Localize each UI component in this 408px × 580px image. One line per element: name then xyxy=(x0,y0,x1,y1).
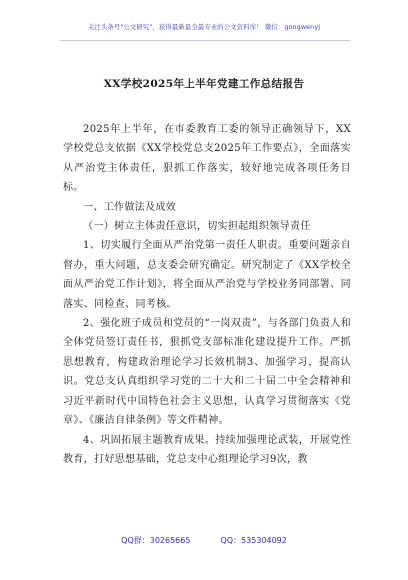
document-title: XX学校2025年上半年党建工作总结报告 xyxy=(103,78,305,90)
paragraph-intro: 2025年上半年，在市委教育工委的领导正确领导下，XX学校党总支依据《XX学校党总支2025年工作要点》，全面落实从严治党主体责任，狠抓工作落实，较好地完成各项任务目标。 xyxy=(63,124,351,194)
header-banner: 关注头条号"公文研究"，获得最新最全最专业的公文资料库！ 微信：gongwenyj xyxy=(87,23,321,31)
header-divider xyxy=(60,40,350,41)
section-heading-1: 一、工作做法及成效 xyxy=(83,201,177,213)
subsection-heading-1: （一）树立主体责任意识，切实担起组织领导责任 xyxy=(83,221,311,233)
footer-contact xyxy=(0,535,408,546)
paragraph-item-2: 2、强化班子成员和党员的“一岗双责”，与各部门负责人和全体党员签订责任书，狠抓党支部标准化建设提升工作。严抓思想教育，构建政治理论学习长效机制3、加强学习，提高认识。党总支认真组织学习党的二十大和二十届二中全会精神和习近平新时代中国特色社会主义思想，认真学习贯彻落实《党章》、《廉洁自律条例》等文件精神。 xyxy=(63,318,351,427)
qq-contact-label: QQ：535304092 xyxy=(220,536,287,545)
document-body xyxy=(63,120,351,469)
qq-group-label: QQ群：30265665 xyxy=(121,536,191,545)
paragraph-item-4: 4、巩固拓展主题教育成果。持续加强理论武装，开展党性教育，打好思想基础，党总支中心组理论学习9次，教 xyxy=(63,434,351,465)
paragraph-item-1: 1、切实履行全面从严治党第一责任人职责。重要问题亲自督办，重大问题，总支委会研究确定。研究制定了《XX学校全面从严治党工作计划》，将全面从严治党与学校业务同部署、同落实、同检查、同考核。 xyxy=(63,240,351,310)
